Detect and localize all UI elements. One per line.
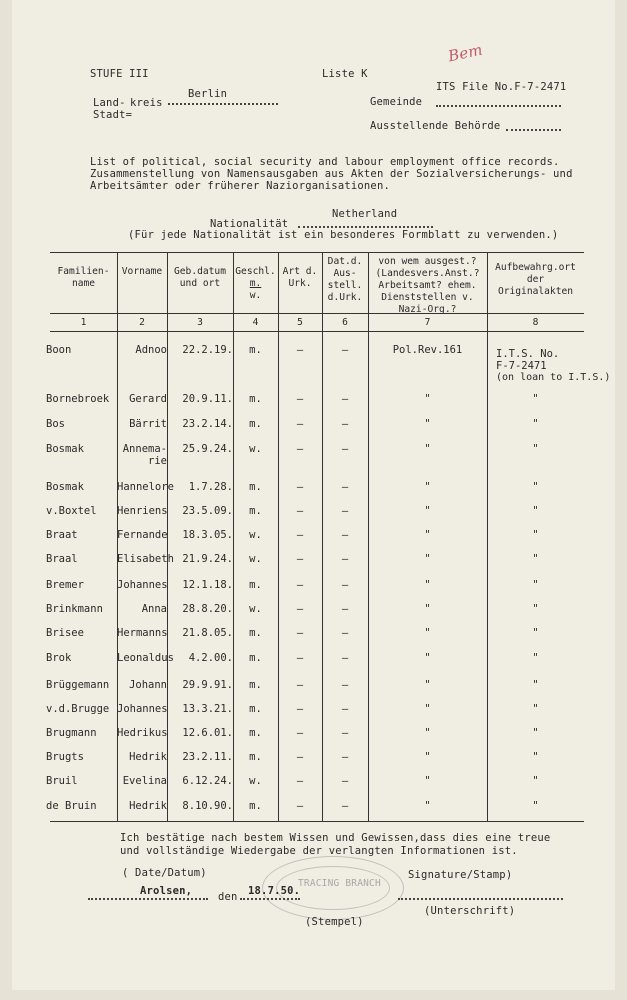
cell-von: " (424, 775, 431, 787)
cell-art: – (296, 727, 304, 739)
cell-date: 8.10.90. (182, 800, 233, 812)
cell-von: " (424, 529, 431, 541)
cell-dat: – (341, 603, 349, 615)
cell-date: 29.9.91. (182, 679, 233, 691)
cell-art: – (296, 418, 304, 430)
cell-sex: m. (249, 481, 262, 493)
header-von-wem: von wem ausgest.? (Landesvers.Anst.? Arbeitsamt? ehem. Dienststellen v. Nazi-Org.? (375, 256, 480, 315)
cell-date: 21.8.05. (182, 627, 233, 639)
cell-sex: m. (249, 751, 262, 763)
cell-art: – (296, 775, 304, 787)
unterschrift-label: (Unterschrift) (424, 905, 516, 917)
cell-art: – (296, 800, 304, 812)
cell-ort: " (532, 505, 539, 517)
cell-ort: " (532, 393, 539, 405)
header-datum-ausstellung: Dat.d. Aus- stell. d.Urk. (327, 256, 363, 303)
cell-first: Hermanns (117, 627, 168, 639)
cell-ort: " (532, 703, 539, 715)
cell-name: de Bruin (46, 800, 97, 812)
cell-first: Bärrit (129, 418, 167, 430)
col-number: 5 (297, 317, 303, 328)
land-value: Berlin (188, 88, 228, 100)
cell-art: – (296, 751, 304, 763)
cell-name: Braal (46, 553, 78, 565)
cell-sex: w. (249, 553, 262, 565)
cell-dat: – (341, 775, 349, 787)
date-dotted-line (240, 898, 300, 900)
header-geschlecht: Geschl. m. w. (235, 266, 276, 301)
cell-name: Boon (46, 344, 72, 356)
nationality-note: (Für jede Nationalität ist ein besonderes Formblatt zu verwenden.) (128, 229, 559, 241)
cell-date: 28.8.20. (182, 603, 233, 615)
cell-date: 23.5.09. (182, 505, 233, 517)
cell-ort: F-7-2471 (496, 360, 547, 372)
intro-line-1: List of political, social security and labour employment office records. (90, 156, 560, 168)
header-art-urkunde: Art d. Urk. (282, 266, 318, 289)
col-number: 4 (252, 317, 259, 328)
stadt-label: Stadt= (93, 109, 133, 121)
cell-von: " (424, 393, 431, 405)
cell-von: " (424, 727, 431, 739)
header-vorname: Vorname (121, 266, 163, 277)
cell-art: – (296, 344, 304, 356)
cell-dat: – (341, 751, 349, 763)
cell-sex: m. (249, 393, 262, 405)
kreis-label: kreis (130, 97, 163, 109)
confirmation-line-2: und vollständige Wiedergabe der verlangten Informationen ist. (120, 845, 518, 857)
cell-ort: " (532, 679, 539, 691)
cell-date: 13.3.21. (182, 703, 233, 715)
behoerde-dotted-line (506, 129, 561, 131)
cell-first: Johannes (117, 703, 168, 715)
cell-dat: – (341, 481, 349, 493)
cell-von: " (424, 751, 431, 763)
cell-name: Brisee (46, 627, 84, 639)
den-label: den (218, 891, 238, 903)
cell-name: Bornebroek (46, 393, 110, 405)
cell-von: " (424, 418, 431, 430)
cell-dat: – (341, 800, 349, 812)
cell-date: 23.2.11. (182, 751, 233, 763)
cell-name: Bremer (46, 579, 84, 591)
cell-date: 21.9.24. (182, 553, 233, 565)
cell-sex: m. (249, 800, 262, 812)
cell-von: " (424, 553, 431, 565)
cell-date: 25.9.24. (182, 443, 233, 455)
cell-art: – (296, 703, 304, 715)
cell-ort: " (532, 553, 539, 565)
cell-ort: " (532, 418, 539, 430)
cell-name: v.Boxtel (46, 505, 97, 517)
cell-name: Bosmak (46, 443, 84, 455)
cell-art: – (296, 553, 304, 565)
header-familienname: Familien- name (57, 266, 110, 289)
cell-name: Brüggemann (46, 679, 110, 691)
cell-sex: w. (249, 603, 262, 615)
cell-von: " (424, 481, 431, 493)
cell-von: " (424, 603, 431, 615)
cell-von: " (424, 579, 431, 591)
land-label: Land- (93, 97, 126, 109)
cell-dat: – (341, 579, 349, 591)
cell-first: rie (148, 455, 167, 467)
cell-first: Evelina (122, 775, 167, 787)
cell-first: Anna (141, 603, 167, 615)
cell-von: " (424, 800, 431, 812)
cell-date: 12.6.01. (182, 727, 233, 739)
cell-name: Bos (46, 418, 65, 430)
cell-first: Hannelore (117, 481, 174, 493)
nationality-value: Netherland (332, 208, 398, 220)
cell-art: – (296, 579, 304, 591)
behoerde-label: Ausstellende Behörde (370, 120, 501, 132)
cell-von: " (424, 443, 431, 455)
cell-first: Hedrik (129, 800, 167, 812)
signature-label: Signature/Stamp) (408, 869, 513, 881)
cell-sex: m. (249, 418, 262, 430)
cell-dat: – (341, 393, 349, 405)
cell-art: – (296, 481, 304, 493)
cell-art: – (296, 627, 304, 639)
cell-first: Henriens (117, 505, 168, 517)
table-top-rule (50, 252, 584, 253)
cell-first: Leonaldus (117, 652, 174, 664)
cell-sex: m. (249, 627, 262, 639)
cell-ort: " (532, 727, 539, 739)
date-value: 18.7.50. (248, 885, 301, 897)
cell-von: Pol.Rev.161 (392, 344, 463, 356)
cell-name: Bosmak (46, 481, 84, 493)
cell-dat: – (341, 652, 349, 664)
cell-ort: " (532, 529, 539, 541)
handwritten-mark: Bem (446, 40, 485, 66)
cell-sex: m. (249, 703, 262, 715)
cell-art: – (296, 679, 304, 691)
cell-dat: – (341, 679, 349, 691)
gemeinde-dotted-line (436, 105, 561, 107)
place-dotted-line (88, 898, 208, 900)
header-geburtsdatum: Geb.datum und ort (174, 266, 226, 289)
confirmation-line-1: Ich bestätige nach bestem Wissen und Gewissen,dass dies eine treue (120, 832, 551, 844)
date-label: ( Date/Datum) (122, 867, 207, 879)
header-aufbewahrungsort: Aufbewahrg.ort der Originalakten (495, 262, 576, 297)
cell-name: Brugts (46, 751, 84, 763)
col-number: 8 (532, 317, 539, 328)
intro-line-3: Arbeitsämter oder früherer Naziorganisationen. (90, 180, 390, 192)
land-dotted-line (168, 103, 278, 105)
cell-date: 23.2.14. (182, 418, 233, 430)
cell-ort: " (532, 800, 539, 812)
cell-first: Adnoo (135, 344, 167, 356)
cell-ort: " (532, 443, 539, 455)
table-bottom-rule (50, 821, 584, 822)
cell-first: Gerard (129, 393, 167, 405)
cell-art: – (296, 393, 304, 405)
cell-sex: m. (249, 505, 262, 517)
cell-date: 20.9.11. (182, 393, 233, 405)
cell-art: – (296, 443, 304, 455)
cell-ort: " (532, 775, 539, 787)
col-number: 3 (197, 317, 203, 328)
intro-line-2: Zusammenstellung von Namensausgaben aus Akten der Sozialversicherungs- und (90, 168, 573, 180)
gemeinde-label: Gemeinde (370, 96, 423, 108)
its-file-number: ITS File No.F-7-2471 (436, 81, 567, 93)
cell-ort: " (532, 751, 539, 763)
cell-name: Brugmann (46, 727, 97, 739)
stempel-label: (Stempel) (305, 916, 364, 928)
cell-name: Brinkmann (46, 603, 103, 615)
liste-label: Liste K (322, 68, 368, 80)
stufe-label: STUFE III (90, 68, 149, 80)
place-value: Arolsen, (140, 885, 193, 897)
cell-first: Johann (129, 679, 167, 691)
cell-dat: – (341, 443, 349, 455)
table-number-rule (50, 331, 584, 332)
col-number: 7 (424, 317, 431, 328)
cell-dat: – (341, 529, 349, 541)
cell-dat: – (341, 553, 349, 565)
cell-ort: " (532, 603, 539, 615)
cell-first: Johannes (117, 579, 168, 591)
cell-first: Hedrik (129, 751, 167, 763)
cell-sex: m. (249, 652, 262, 664)
cell-von: " (424, 652, 431, 664)
cell-dat: – (341, 727, 349, 739)
cell-date: 4.2.00. (188, 652, 233, 664)
cell-sex: m. (249, 579, 262, 591)
cell-sex: m. (249, 344, 262, 356)
cell-first: Fernande (117, 529, 168, 541)
cell-ort: " (532, 481, 539, 493)
cell-sex: w. (249, 443, 262, 455)
nationality-label: Nationalität (210, 218, 289, 230)
cell-dat: – (341, 703, 349, 715)
cell-von: " (424, 703, 431, 715)
table-header-rule (50, 313, 584, 314)
cell-sex: w. (249, 775, 262, 787)
cell-name: Bruil (46, 775, 78, 787)
cell-first: Elisabeth (117, 553, 174, 565)
col-number: 6 (342, 317, 348, 328)
cell-dat: – (341, 505, 349, 517)
cell-name: v.d.Brugge (46, 703, 110, 715)
cell-ort: I.T.S. No. (496, 348, 560, 360)
cell-dat: – (341, 418, 349, 430)
cell-von: " (424, 679, 431, 691)
nationality-dotted-line (298, 226, 433, 228)
cell-ort: (on loan to I.T.S.) (496, 372, 611, 383)
cell-first: Hedrikus (117, 727, 168, 739)
cell-art: – (296, 505, 304, 517)
cell-von: " (424, 505, 431, 517)
stamp-text: TRACING BRANCH (298, 878, 381, 889)
signature-dotted-line (398, 898, 563, 900)
cell-sex: m. (249, 727, 262, 739)
cell-ort: " (532, 579, 539, 591)
cell-date: 1.7.28. (188, 481, 233, 493)
cell-dat: – (341, 344, 349, 356)
cell-art: – (296, 603, 304, 615)
cell-sex: w. (249, 529, 262, 541)
col-number: 1 (80, 317, 87, 328)
cell-art: – (296, 652, 304, 664)
cell-sex: m. (249, 679, 262, 691)
cell-dat: – (341, 627, 349, 639)
cell-name: Braat (46, 529, 78, 541)
cell-ort: " (532, 652, 539, 664)
cell-date: 22.2.19. (182, 344, 233, 356)
cell-date: 18.3.05. (182, 529, 233, 541)
cell-art: – (296, 529, 304, 541)
col-number: 2 (139, 317, 145, 328)
cell-first: Annema- (122, 443, 167, 455)
cell-date: 6.12.24. (182, 775, 233, 787)
cell-name: Brok (46, 652, 72, 664)
cell-von: " (424, 627, 431, 639)
cell-ort: " (532, 627, 539, 639)
cell-date: 12.1.18. (182, 579, 233, 591)
